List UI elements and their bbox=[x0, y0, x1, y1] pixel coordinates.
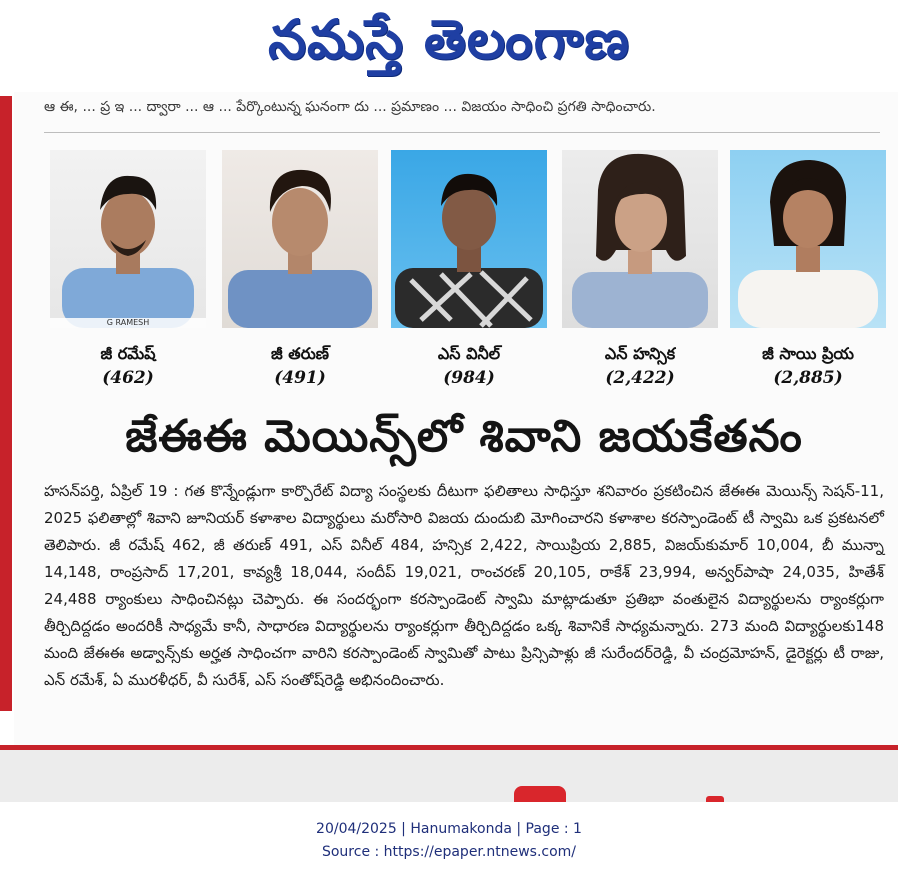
cut-off-graphic bbox=[514, 786, 566, 802]
student-photo-5 bbox=[730, 150, 886, 328]
student-photo-2 bbox=[222, 150, 378, 328]
footer-source: Source : https://epaper.ntnews.com/ bbox=[321, 844, 577, 860]
student-name-3: ఎస్ వినీల్ bbox=[437, 344, 501, 363]
portrait-5 bbox=[730, 150, 886, 328]
left-red-strip bbox=[0, 96, 12, 711]
cut-off-graphic-small bbox=[706, 796, 724, 802]
student-name-2: జీ తరుణ్ bbox=[271, 344, 329, 363]
portrait-1 bbox=[50, 150, 206, 328]
divider-rule bbox=[44, 132, 880, 133]
portrait-2 bbox=[222, 150, 378, 328]
student-rank-4: (2,422) bbox=[605, 368, 675, 388]
student-rank-3: (984) bbox=[443, 368, 495, 388]
student-rank-5: (2,885) bbox=[773, 368, 843, 388]
student-name-1: జీ రమేష్ bbox=[100, 344, 156, 363]
portrait-4 bbox=[562, 150, 718, 328]
student-photo-3 bbox=[391, 150, 547, 328]
masthead bbox=[0, 0, 898, 92]
cut-off-text: ఆ ఈ, ... ప్ర ఇ ... ద్వారా ... ఆ ... పేర్కొంటున్న ఘనంగా దు ... ప్రమాణం ... విజయం సాధించి ప్రగతి సాధించారు. bbox=[44, 99, 656, 115]
student-photo-4 bbox=[562, 150, 718, 328]
article-headline: జేఈఈ మెయిన్స్‌లో శివాని జయకేతనం bbox=[125, 411, 803, 462]
student-name-4: ఎన్ హన్సిక bbox=[604, 344, 676, 363]
article-body: హసన్‌పర్తి, ఏప్రిల్ 19 : గత కొన్నేండ్లుగా కార్పొరేట్ విద్యా సంస్థలకు దీటుగా ఫలితాలు సాధిస్తూ శనివారం ప్రకటించిన జేఈఈ మెయిన్స్ సెషన్-11, 2025 ఫలితాల్లో శివాని జూనియర్ కళాశాల విద్యార్థులు మరోసారి విజయ దుందుబి మోగించారని కళాశాల కరస్పాండెంట్ టీ స్వామి ఒక ప్రకటనలో తెలిపారు. జీ రమేష్ 462, జీ తరుణ్ 491, ఎస్ వినీల్ 484, హన్సిక 2,422, సాయిప్రియ 2,885, విజయ్‌కుమార్ 10,004, బీ మున్నా 14,148, రాంప్రసాద్ 17,201, కావ్యశ్రీ 18,044, సందీప్ 19,021, రాంచరణ్ 20,105, రాకేశ్ 23,994, అన్వర్‌పాషా 24,035, హితేశ్ 24,488 ర్యాంకులు సాధించినట్లు చెప్పారు. ఈ సందర్భంగా కరస్పాండెంట్ స్వామి మాట్లాడుతూ ప్రతిభా వంతులైన విద్యార్థులను ర్యాంకర్లుగా తీర్చిదిద్దడం అందరికీ సాధ్యమే కానీ, సాధారణ విద్యార్థులను ర్యాంకర్లుగా తీర్చిదిద్దడం ఒక్క శివానికే సాధ్యమన్నారు. 273 మంది విద్యార్థులకు148 మంది జేఈఈ అడ్వాన్స్‌కు అర్హత సాధించగా వారిని కరస్పాండెంట్ స్వామితో పాటు ప్రిన్సిపాళ్లు జీ సురేందర్‌రెడ్డి, వీ చంద్రమోహన్, డైరెక్టర్లు టీ రాజు, ఎన్ రమేశ్, ఏ మురళీధర్, వీ సురేశ్, ఎస్ సంతోష్‌రెడ్డి అభినందించారు. bbox=[44, 482, 884, 689]
student-name-5: జీ సాయి ప్రియ bbox=[762, 344, 854, 363]
newspaper-logo: నమస్తే తెలంగాణ bbox=[268, 8, 630, 71]
photo-label: G RAMESH bbox=[50, 318, 206, 328]
student-rank-2: (491) bbox=[274, 368, 326, 388]
footer-date-edition: 20/04/2025 | Hanumakonda | Page : 1 bbox=[316, 821, 582, 837]
bottom-band bbox=[0, 750, 898, 802]
student-photo-1 bbox=[50, 150, 206, 328]
portrait-3 bbox=[391, 150, 547, 328]
page-footer bbox=[0, 818, 898, 864]
student-rank-1: (462) bbox=[102, 368, 154, 388]
